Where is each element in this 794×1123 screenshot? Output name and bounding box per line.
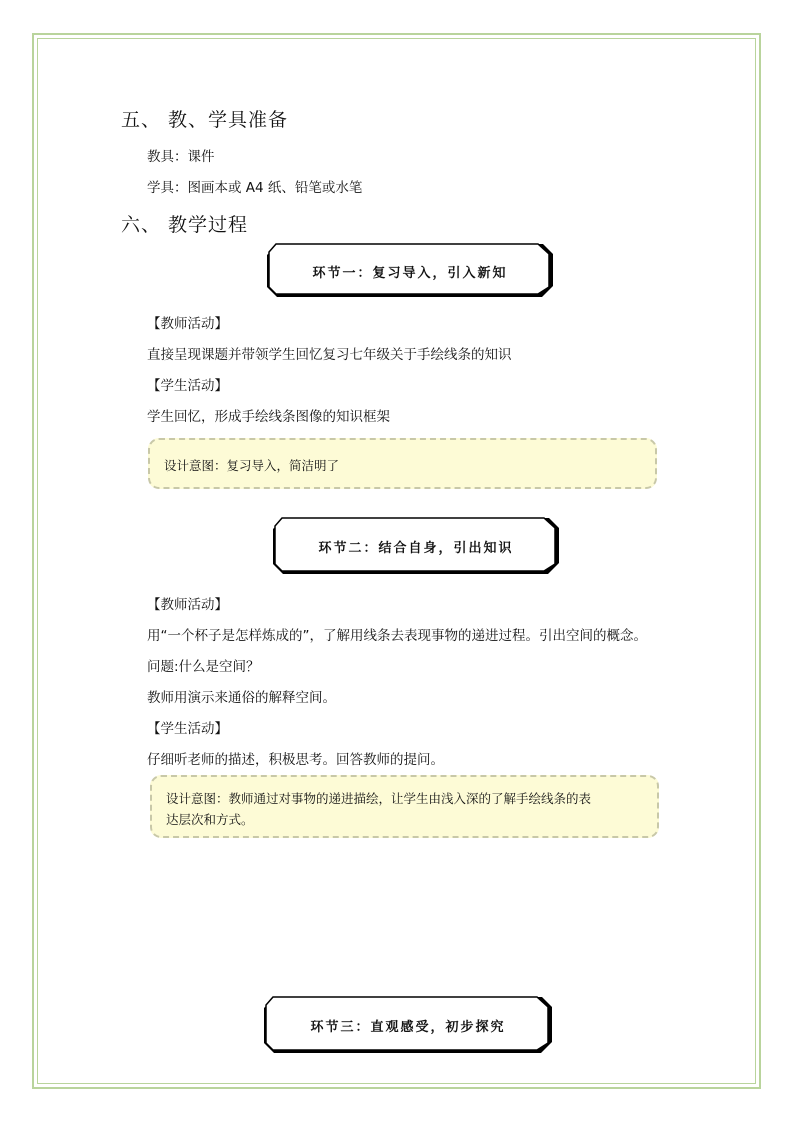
stage2-demo: 教师用演示来通俗的解释空间。 <box>147 690 336 706</box>
stage2-banner <box>272 517 560 576</box>
stage2-banner-label: 环节二：结合自身，引出知识 <box>318 541 514 556</box>
stage2-intent-line1: 设计意图：教师通过对事物的递进描绘，让学生由浅入深的了解手绘线条的表 <box>166 791 592 806</box>
stage1-student-text: 学生回忆，形成手绘线条图像的知识框架 <box>147 409 390 425</box>
stage2-intent-box <box>150 775 659 838</box>
stage1-banner <box>266 243 554 299</box>
stage2-teacher-text: 用“一个杯子是怎样炼成的”，了解用线条去表现事物的递进过程。引出空间的概念。 <box>147 628 647 644</box>
stage3-banner <box>263 996 553 1055</box>
teaching-tools-text: 教具：课件 <box>147 149 215 165</box>
stage2-intent-line2: 达层次和方式。 <box>166 812 254 827</box>
stage2-student-label: 【学生活动】 <box>147 721 228 737</box>
stage2-teacher-label: 【教师活动】 <box>147 597 228 613</box>
stage1-banner-label: 环节一：复习导入，引入新知 <box>312 265 508 281</box>
stage1-teacher-label: 【教师活动】 <box>147 316 228 332</box>
stage1-teacher-text: 直接呈现课题并带领学生回忆复习七年级关于手绘线条的知识 <box>147 347 512 363</box>
stage1-intent-text: 设计意图：复习导入，简洁明了 <box>164 458 340 473</box>
stage1-student-label: 【学生活动】 <box>147 378 228 394</box>
stage3-banner-label: 环节三：直观感受，初步探究 <box>310 1020 506 1035</box>
stage1-intent-box <box>148 438 657 489</box>
stage2-student-text: 仔细听老师的描述，积极思考。回答教师的提问。 <box>147 752 444 768</box>
section-six-title: 六、 教学过程 <box>121 214 249 236</box>
learning-tools-text: 学具：图画本或 A4 纸、铅笔或水笔 <box>147 180 363 196</box>
stage2-question: 问题:什么是空间？ <box>147 659 260 675</box>
section-five-title: 五、 教、学具准备 <box>121 109 289 131</box>
